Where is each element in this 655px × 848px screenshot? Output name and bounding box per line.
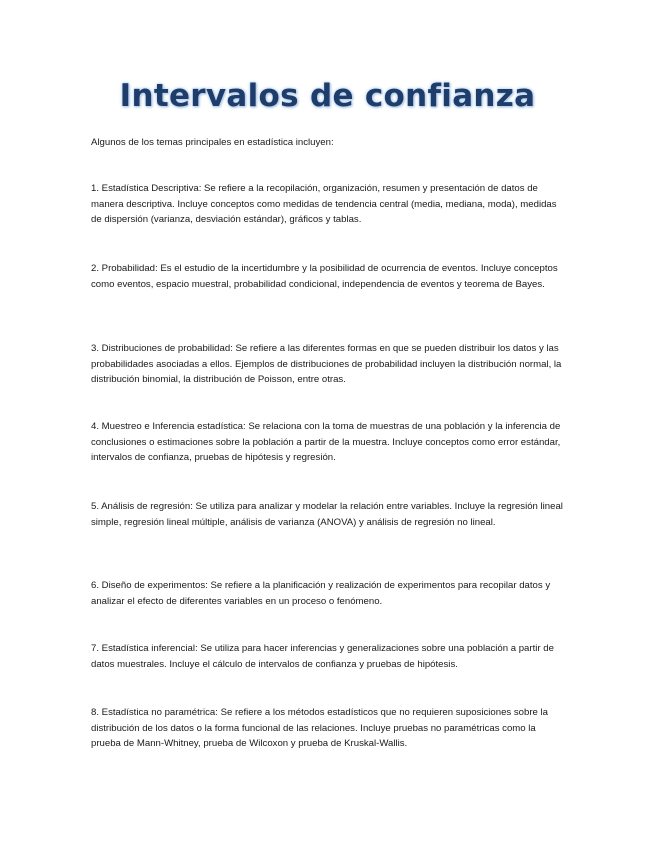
topic-paragraph-4: 4. Muestreo e Inferencia estadística: Se relaciona con la toma de muestras de una población y la inferencia de conclusiones o estimaciones sobre la población a partir de la muestra. Incluye conceptos como error estándar, intervalos de confianza, pruebas de hipótesis y regresión. (91, 421, 561, 463)
topic-paragraph-6: 6. Diseño de experimentos: Se refiere a la planificación y realización de experimentos para recopilar datos y analizar el efecto de diferentes variables en un proceso o fenómeno. (91, 580, 551, 607)
topic-paragraph-7: 7. Estadística inferencial: Se utiliza para hacer inferencias y generalizaciones sobre una población a partir de datos muestrales. Incluye el cálculo de intervalos de confianza y pruebas de hipótesis. (91, 643, 554, 670)
topic-paragraph-2: 2. Probabilidad: Es el estudio de la incertidumbre y la posibilidad de ocurrencia de eventos. Incluye conceptos como eventos, espacio muestral, probabilidad condicional, independencia de eventos y teorema de Bayes. (91, 263, 558, 290)
page-title: Intervalos de confianza (119, 78, 536, 114)
topic-paragraph-5: 5. Análisis de regresión: Se utiliza para analizar y modelar la relación entre variables. Incluye la regresión lineal simple, regresión lineal múltiple, análisis de varianza (ANOVA) y análisis de regresión no lineal. (91, 501, 563, 528)
topic-paragraph-3: 3. Distribuciones de probabilidad: Se refiere a las diferentes formas en que se pueden distribuir los datos y las probabilidades asociadas a ellos. Ejemplos de distribuciones de probabilidad incluyen la distribución normal, la distribución binomial, la distribución de Poisson, entre otras. (91, 343, 562, 385)
topic-paragraph-1: 1. Estadística Descriptiva: Se refiere a la recopilación, organización, resumen y presentación de datos de manera descriptiva. Incluye conceptos como medidas de tendencia central (media, mediana, moda), medidas de dispersión (varianza, desviación estándar), gráficos y tablas. (91, 183, 557, 225)
intro-paragraph: Algunos de los temas principales en estadística incluyen: (91, 137, 334, 148)
topic-paragraph-8: 8. Estadística no paramétrica: Se refiere a los métodos estadísticos que no requieren suposiciones sobre la distribución de los datos o la forma funcional de las relaciones. Incluye pruebas no paramétricas como la prueba de Mann-Whitney, prueba de Wilcoxon y prueba de Kruskal-Wallis. (91, 707, 549, 749)
